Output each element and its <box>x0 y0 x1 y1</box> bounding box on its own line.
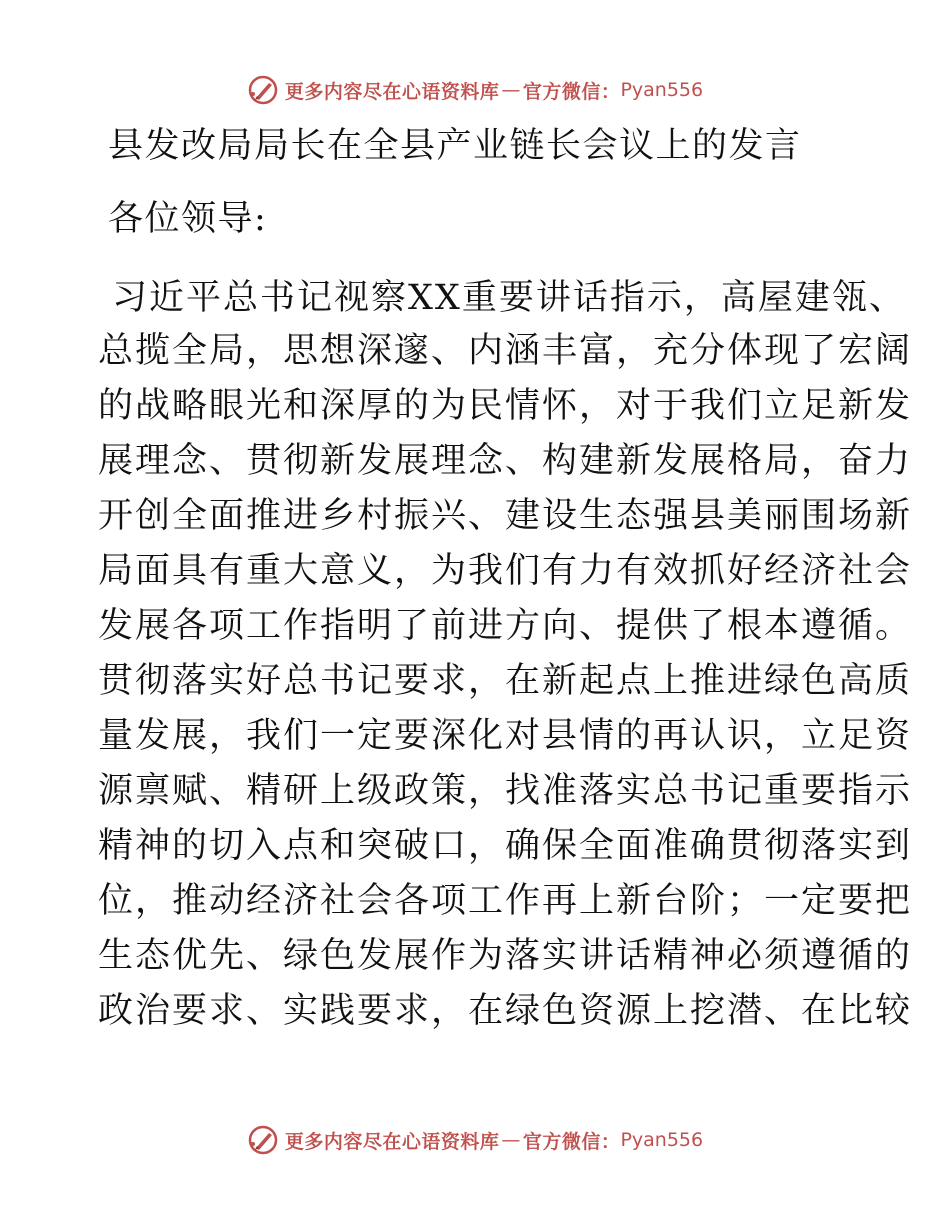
quill-pen-logo-icon <box>247 1124 279 1156</box>
banner-label: 更多内容尽在心语资料库 <box>284 1130 500 1153</box>
body-line: 总揽全局，思想深邃、内涵丰富，充分体现了宏阔 <box>98 331 913 371</box>
body-line: 量发展，我们一定要深化对县情的再认识，立足资 <box>98 716 913 756</box>
header-banner <box>0 70 950 110</box>
body-line: 生态优先、绿色发展作为落实讲话精神必须遵循的 <box>98 936 913 976</box>
banner-dash: — <box>501 79 521 101</box>
banner-official: 官方微信： <box>522 1130 621 1153</box>
body-line: 展理念、贯彻新发展理念、构建新发展格局，奋力 <box>98 441 913 481</box>
banner-official: 官方微信： <box>522 80 621 103</box>
banner-wechat-id: Pyan556 <box>620 79 704 101</box>
document-title: 县发改局局长在全县产业链长会议上的发言 <box>108 126 802 166</box>
body-line: 发展各项工作指明了前进方向、提供了根本遵循。 <box>98 606 913 646</box>
banner-dash: — <box>501 1129 521 1151</box>
body-line: 贯彻落实好总书记要求，在新起点上推进绿色高质 <box>98 661 913 701</box>
footer-banner <box>0 1120 950 1160</box>
banner-wechat-id: Pyan556 <box>620 1129 704 1151</box>
body-line: 源禀赋、精研上级政策，找准落实总书记重要指示 <box>98 771 913 811</box>
body-line: 精神的切入点和突破口，确保全面准确贯彻落实到 <box>98 826 913 866</box>
salutation: 各位领导: <box>108 199 268 239</box>
body-line: 局面具有重大意义，为我们有力有效抓好经济社会 <box>98 551 913 591</box>
body-line: 位，推动经济社会各项工作再上新台阶；一定要把 <box>98 881 913 921</box>
body-line: 开创全面推进乡村振兴、建设生态强县美丽围场新 <box>98 496 913 536</box>
banner-label: 更多内容尽在心语资料库 <box>284 80 500 103</box>
body-line: 政治要求、实践要求，在绿色资源上挖潜、在比较 <box>98 991 913 1031</box>
body-line: 的战略眼光和深厚的为民情怀，对于我们立足新发 <box>98 386 913 426</box>
body-line: 习近平总书记视察XX重要讲话指示，高屋建瓴、 <box>112 278 906 318</box>
quill-pen-logo-icon <box>247 74 279 106</box>
